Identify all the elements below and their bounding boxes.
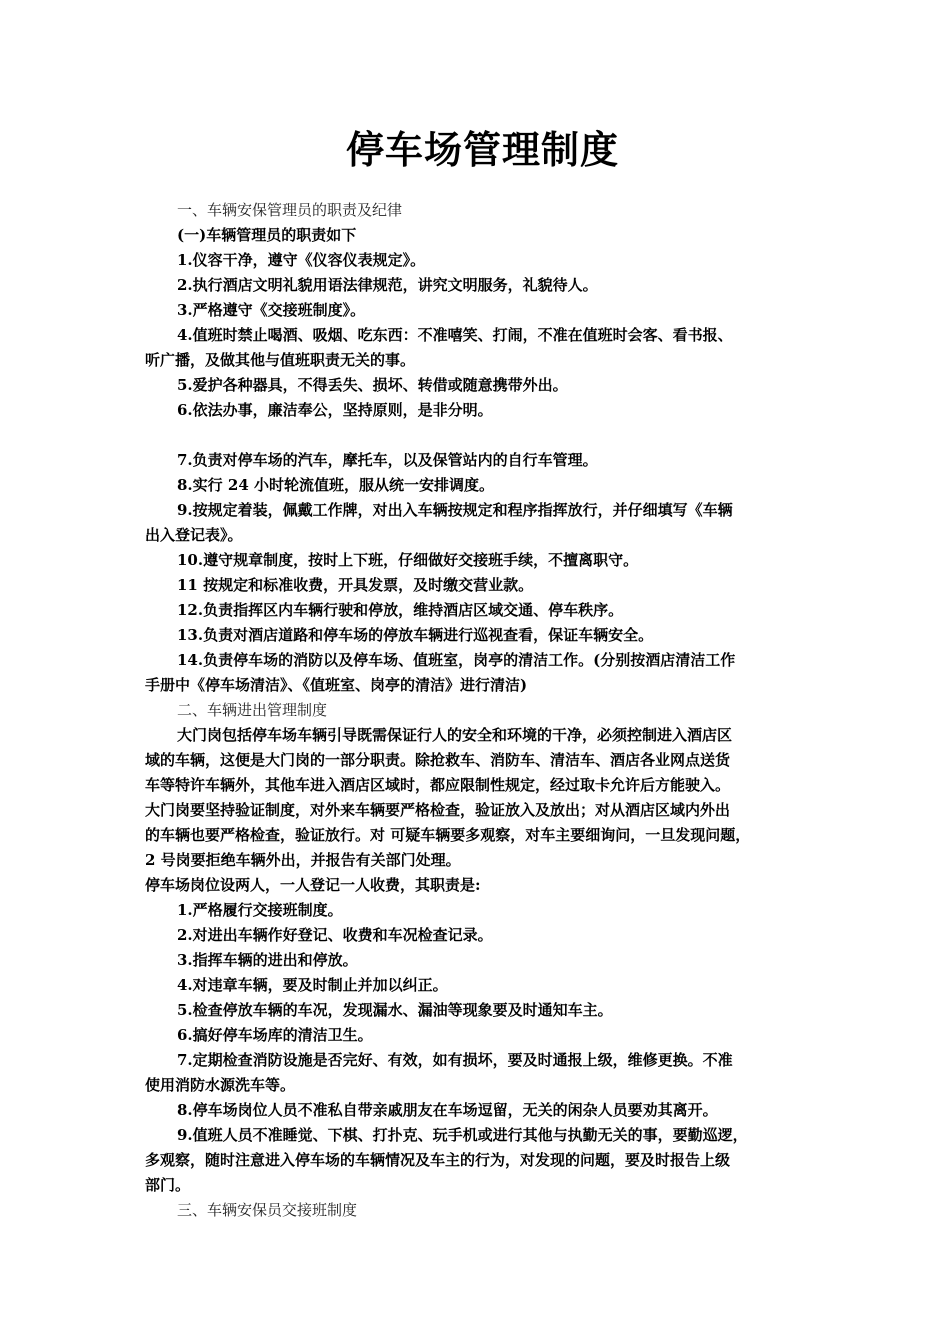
list-item: 11 按规定和标准收费，开具发票，及时缴交营业款。 <box>177 576 534 594</box>
paragraph-line: 的车辆也要严格检查，验证放行。对 可疑车辆要多观察，对车主要细询问，一旦发现问题， <box>145 826 751 844</box>
list-item: 1.仪容干净，遵守《仪容仪表规定》。 <box>177 251 426 269</box>
list-item: 4.对违章车辆，要及时制止并加以纠正。 <box>177 976 448 994</box>
list-item: 3.指挥车辆的进出和停放。 <box>177 951 358 969</box>
page-title: 停车场管理制度 <box>345 127 619 172</box>
list-item: 5.爱护各种器具，不得丢失、损坏、转借或随意携带外出。 <box>177 376 568 394</box>
list-item: 13.负责对酒店道路和停车场的停放车辆进行巡视查看，保证车辆安全。 <box>177 626 654 644</box>
blank-line <box>145 423 820 448</box>
list-item: 9.值班人员不准睡觉、下棋、打扑克、玩手机或进行其他与执勤无关的事，要勤巡逻， <box>177 1126 748 1144</box>
list-item-continuation: 出入登记表》。 <box>145 526 243 544</box>
list-item: 8.实行 24 小时轮流值班，服从统一安排调度。 <box>177 476 494 494</box>
list-item-continuation: 多观察，随时注意进入停车场的车辆情况及车主的行为，对发现的问题，要及时报告上级 <box>145 1151 731 1169</box>
list-item: 4.值班时禁止喝酒、吸烟、吃东西：不准嘻笑、打闹，不准在值班时会客、看书报、 <box>177 326 733 344</box>
list-item-continuation: 使用消防水源洗车等。 <box>145 1076 296 1094</box>
document-page <box>145 0 820 1344</box>
list-item: 5.检查停放车辆的车况，发现漏水、漏油等现象要及时通知车主。 <box>177 1001 613 1019</box>
list-item: 8.停车场岗位人员不准私自带亲戚朋友在车场逗留，无关的闲杂人员要劝其离开。 <box>177 1101 718 1119</box>
document-body <box>145 198 820 1223</box>
paragraph-line: 域的车辆，这便是大门岗的一部分职责。除抢救车、消防车、清洁车、酒店各业网点送货 <box>145 751 731 769</box>
section-heading-3: 三、车辆安保员交接班制度 <box>177 1201 358 1219</box>
list-item: 6.搞好停车场库的清洁卫生。 <box>177 1026 373 1044</box>
list-item: 7.负责对停车场的汽车，摩托车，以及保管站内的自行车管理。 <box>177 451 598 469</box>
list-item: 12.负责指挥区内车辆行驶和停放，维持酒店区域交通、停车秩序。 <box>177 601 624 619</box>
paragraph-intro: 停车场岗位设两人，一人登记一人收费，其职责是: <box>145 876 481 894</box>
list-item-continuation: 部门。 <box>145 1176 191 1194</box>
list-item: 14.负责停车场的消防以及停车场、值班室，岗亭的清洁工作。(分别按酒店清洁工作 <box>177 651 736 669</box>
section-heading-2: 二、车辆进出管理制度 <box>177 701 328 719</box>
paragraph-line: 大门岗包括停车场车辆引导既需保证行人的安全和环境的干净，必须控制进入酒店区 <box>177 726 733 744</box>
list-item: 2.对进出车辆作好登记、收费和车况检查记录。 <box>177 926 493 944</box>
paragraph-line: 车等特许车辆外，其他车进入酒店区域时，都应限制性规定，经过取卡允许后方能驶入。 <box>145 776 731 794</box>
list-item: 7.定期检查消防设施是否完好、有效，如有损坏，要及时通报上级，维修更换。不准 <box>177 1051 733 1069</box>
paragraph-line: 大门岗要坚持验证制度，对外来车辆要严格检查，验证放入及放出；对从酒店区域内外出 <box>145 801 731 819</box>
list-item: 3.严格遵守《交接班制度》。 <box>177 301 366 319</box>
list-item: 6.依法办事，廉洁奉公，坚持原则，是非分明。 <box>177 401 493 419</box>
list-item: 1.严格履行交接班制度。 <box>177 901 343 919</box>
subheading: (一)车辆管理员的职责如下 <box>177 226 357 244</box>
list-item-continuation: 手册中《停车场清洁》、《值班室、岗亭的清洁》进行清洁) <box>145 676 528 694</box>
list-item: 10.遵守规章制度，按时上下班，仔细做好交接班手续，不擅离职守。 <box>177 551 639 569</box>
section-heading-1: 一、车辆安保管理员的职责及纪律 <box>177 201 403 219</box>
list-item: 9.按规定着装，佩戴工作牌，对出入车辆按规定和程序指挥放行，并仔细填写《车辆 <box>177 501 733 519</box>
list-item-continuation: 听广播，及做其他与值班职责无关的事。 <box>145 351 416 369</box>
list-item: 2.执行酒店文明礼貌用语法律规范，讲究文明服务，礼貌待人。 <box>177 276 598 294</box>
paragraph-line: 2 号岗要拒绝车辆外出，并报告有关部门处理。 <box>145 851 461 869</box>
